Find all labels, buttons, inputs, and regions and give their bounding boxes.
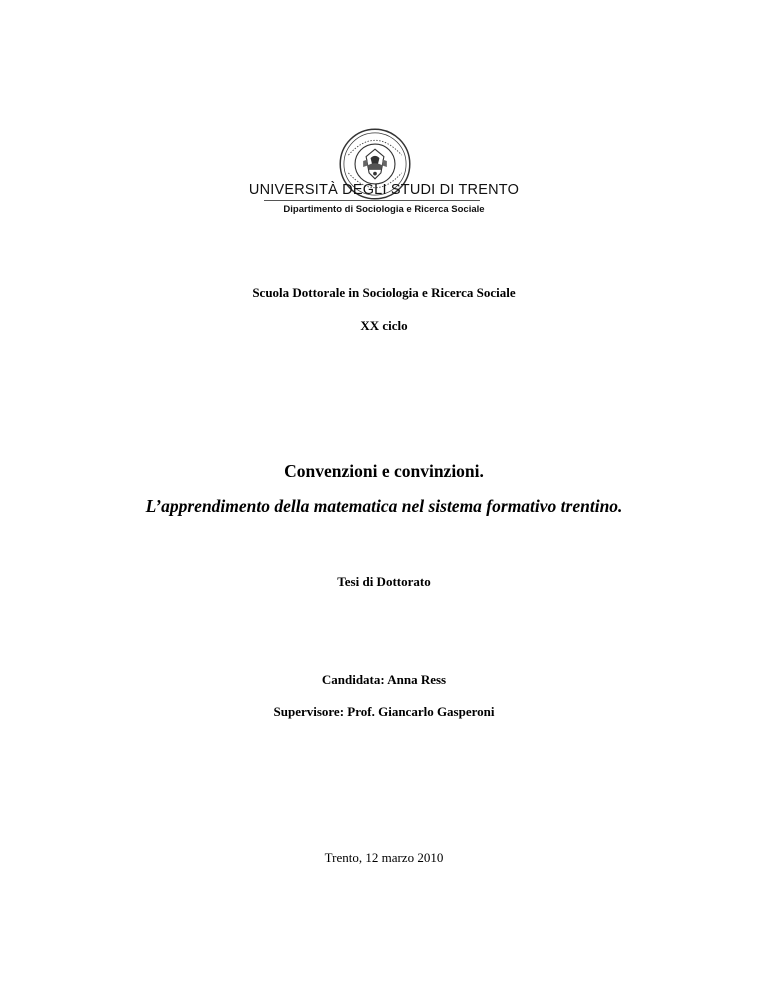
supervisor-name: Supervisore: Prof. Giancarlo Gasperoni	[273, 704, 495, 719]
department-name: Dipartimento di Sociologia e Ricerca Sociale	[283, 204, 485, 215]
thesis-title: Convenzioni e convinzioni.	[284, 461, 484, 481]
doctoral-school: Scuola Dottorale in Sociologia e Ricerca Sociale	[252, 285, 516, 300]
thesis-subtitle: L’apprendimento della matematica nel sistema formativo trentino.	[145, 496, 623, 516]
university-divider	[264, 200, 480, 201]
place-date: Trento, 12 marzo 2010	[324, 850, 444, 865]
thesis-type: Tesi di Dottorato	[337, 574, 431, 589]
doctoral-cycle: XX ciclo	[360, 318, 408, 333]
university-name: UNIVERSITÀ DEGLI STUDI DI TRENTO	[248, 182, 520, 198]
candidate-name: Candidata: Anna Ress	[321, 672, 447, 687]
